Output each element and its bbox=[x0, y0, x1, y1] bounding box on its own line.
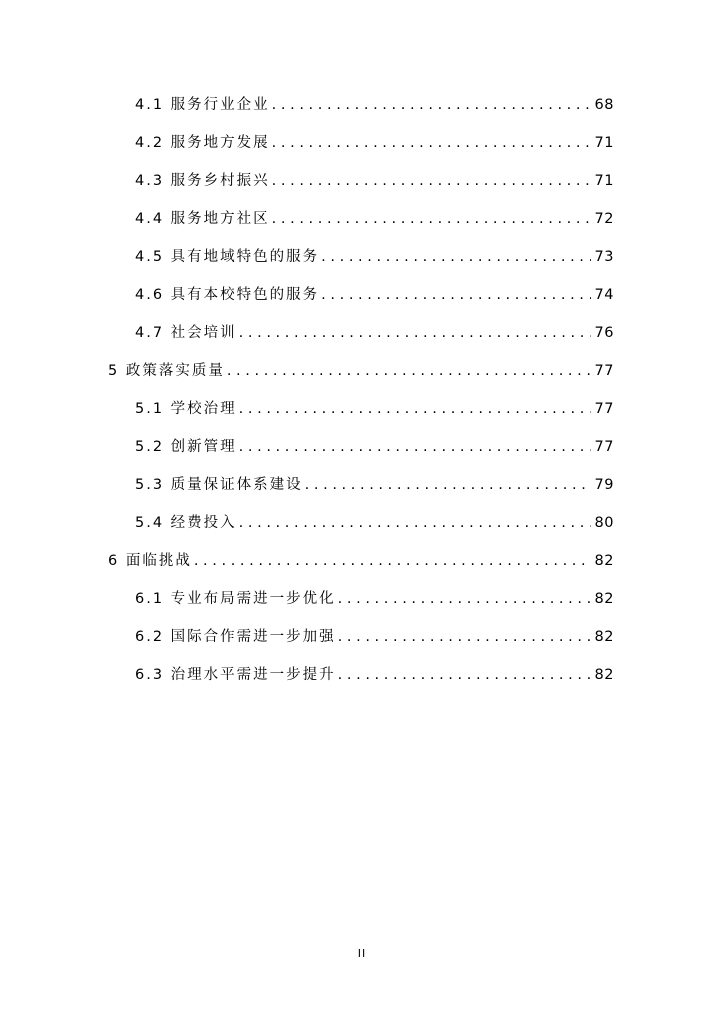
toc-entry[interactable] bbox=[135, 436, 614, 458]
toc-page-number: 74 bbox=[594, 287, 614, 303]
toc-page-number: 77 bbox=[594, 363, 614, 379]
toc-page-number: 77 bbox=[594, 401, 614, 417]
toc-entry[interactable] bbox=[135, 474, 614, 496]
dot-leader bbox=[338, 588, 591, 610]
toc-page-number: 82 bbox=[594, 553, 614, 569]
toc-entry-title: 5.4 经费投入 bbox=[135, 515, 237, 531]
toc-page-number: 71 bbox=[594, 173, 614, 189]
toc-entry-title: 4.5 具有地域特色的服务 bbox=[135, 249, 320, 265]
toc-entry-title: 6 面临挑战 bbox=[108, 553, 192, 569]
dot-leader bbox=[239, 398, 591, 420]
toc-entry-title: 5 政策落实质量 bbox=[108, 363, 225, 379]
toc-entry[interactable] bbox=[135, 170, 614, 192]
toc-entry[interactable] bbox=[135, 664, 614, 686]
dot-leader bbox=[272, 208, 591, 230]
toc-entry-title: 5.2 创新管理 bbox=[135, 439, 237, 455]
toc-entry[interactable] bbox=[135, 626, 614, 648]
toc-entry-title: 6.1 专业布局需进一步优化 bbox=[135, 591, 336, 607]
dot-leader bbox=[305, 474, 591, 496]
toc-page-number: 71 bbox=[594, 135, 614, 151]
toc-entry-title: 5.1 学校治理 bbox=[135, 401, 237, 417]
dot-leader bbox=[321, 284, 590, 306]
dot-leader bbox=[338, 626, 591, 648]
toc-entry[interactable] bbox=[135, 322, 614, 344]
toc-entry-title: 6.3 治理水平需进一步提升 bbox=[135, 667, 336, 683]
toc-page-number: 80 bbox=[594, 515, 614, 531]
dot-leader bbox=[239, 512, 591, 534]
toc-page-number: 82 bbox=[594, 667, 614, 683]
toc-page-number: 82 bbox=[594, 591, 614, 607]
dot-leader bbox=[338, 664, 591, 686]
toc-entry-title: 5.3 质量保证体系建设 bbox=[135, 477, 303, 493]
dot-leader bbox=[272, 94, 591, 116]
dot-leader bbox=[321, 246, 590, 268]
toc-entry-chapter[interactable] bbox=[108, 550, 614, 572]
toc-entry[interactable] bbox=[135, 588, 614, 610]
toc-entry[interactable] bbox=[135, 246, 614, 268]
dot-leader bbox=[272, 132, 591, 154]
toc-entry[interactable] bbox=[135, 208, 614, 230]
dot-leader bbox=[194, 550, 591, 572]
toc-entry-title: 4.3 服务乡村振兴 bbox=[135, 173, 270, 189]
toc-entry[interactable] bbox=[135, 132, 614, 154]
toc-page-number: 68 bbox=[594, 97, 614, 113]
toc-entry-title: 4.7 社会培训 bbox=[135, 325, 237, 341]
dot-leader bbox=[227, 360, 591, 382]
toc-page-number: 73 bbox=[594, 249, 614, 265]
toc-entry-title: 4.2 服务地方发展 bbox=[135, 135, 270, 151]
toc-entry[interactable] bbox=[135, 94, 614, 116]
toc-entry-title: 4.4 服务地方社区 bbox=[135, 211, 270, 227]
toc-page-number: 77 bbox=[594, 439, 614, 455]
dot-leader bbox=[272, 170, 591, 192]
toc-entry-title: 6.2 国际合作需进一步加强 bbox=[135, 629, 336, 645]
toc-page-number: 79 bbox=[594, 477, 614, 493]
toc-page-number: 72 bbox=[594, 211, 614, 227]
toc-page-number: 76 bbox=[594, 325, 614, 341]
toc-entry[interactable] bbox=[135, 398, 614, 420]
toc-page-number: 82 bbox=[594, 629, 614, 645]
toc-entry-title: 4.1 服务行业企业 bbox=[135, 97, 270, 113]
dot-leader bbox=[239, 322, 591, 344]
toc-entry-chapter[interactable] bbox=[108, 360, 614, 382]
dot-leader bbox=[239, 436, 591, 458]
toc-entry[interactable] bbox=[135, 284, 614, 306]
page-number-footer: II bbox=[357, 947, 367, 960]
toc-entry-title: 4.6 具有本校特色的服务 bbox=[135, 287, 320, 303]
toc-entry[interactable] bbox=[135, 512, 614, 534]
